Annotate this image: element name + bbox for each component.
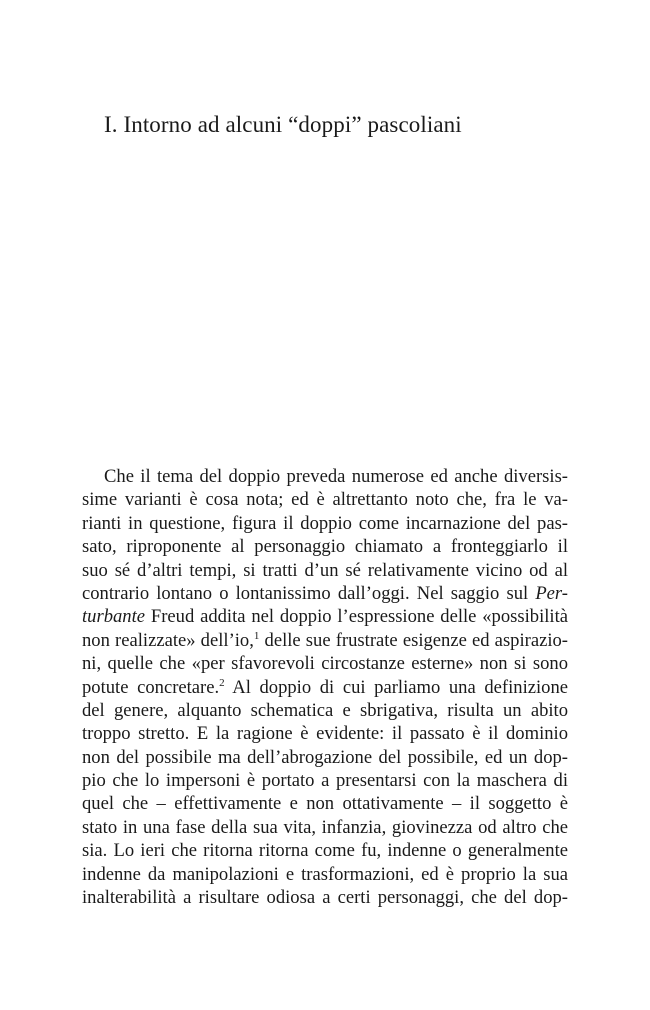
text-segment: delle sue frustrate esigenze ed aspirazio- (264, 629, 568, 651)
text-line: stato in una fase della sua vita, infanzia, giovinezza od altro che (82, 816, 568, 838)
text-line (82, 676, 568, 699)
text-line (82, 629, 568, 652)
italic-title: Per- (535, 582, 568, 604)
text-line: del genere, alquanto schematica e sbrigativa, risulta un abito (82, 699, 568, 721)
text-line: Che il tema del doppio preveda numerose ed anche diversis- (104, 466, 568, 487)
text-line: rianti in questione, figura il doppio come incarnazione del pas- (82, 512, 568, 534)
text-line: troppo stretto. E la ragione è evidente: il passato è il dominio (82, 723, 568, 745)
footnote-ref-2: 2 (219, 676, 225, 689)
text-segment: Freud addita nel doppio l’espressione delle «possibilità (150, 606, 568, 628)
text-line: inalterabilità a risultare odiosa a certi personaggi, che del dop- (82, 887, 568, 909)
text-line (82, 582, 568, 605)
text-line: quel che – effettivamente e non ottativamente – il soggetto è (82, 793, 568, 815)
text-line: pio che lo impersoni è portato a presentarsi con la maschera di (82, 770, 568, 792)
text-line: suo sé d’altri tempi, si tratti d’un sé relativamente vicino od al (82, 559, 568, 581)
text-segment: contrario lontano o lontanissimo dall’oggi. Nel saggio sul (82, 582, 529, 604)
chapter-title: I. Intorno ad alcuni “doppi” pascoliani (104, 112, 462, 137)
text-line (82, 605, 568, 628)
text-segment: Al doppio di cui parliamo una definizione (232, 676, 568, 698)
italic-title: turbante (82, 606, 146, 628)
text-line: sime varianti è cosa nota; ed è altrettanto noto che, fra le va- (82, 489, 568, 511)
text-segment: non realizzate» dell’io, (82, 629, 254, 651)
text-line: sato, riproponente al personaggio chiamato a fronteggiarlo il (82, 536, 568, 558)
text-segment: potute concretare. (82, 676, 220, 698)
footnote-ref-1: 1 (253, 629, 260, 642)
text-line: non del possibile ma dell’abrogazione del possibile, ed un dop- (82, 746, 568, 768)
body-paragraph (82, 465, 568, 909)
text-line: sia. Lo ieri che ritorna ritorna come fu, indenne o generalmente (82, 840, 568, 862)
text-line: indenne da manipolazioni e trasformazioni, ed è proprio la sua (82, 863, 568, 885)
text-line: ni, quelle che «per sfavorevoli circostanze esterne» non si sono (82, 653, 568, 675)
